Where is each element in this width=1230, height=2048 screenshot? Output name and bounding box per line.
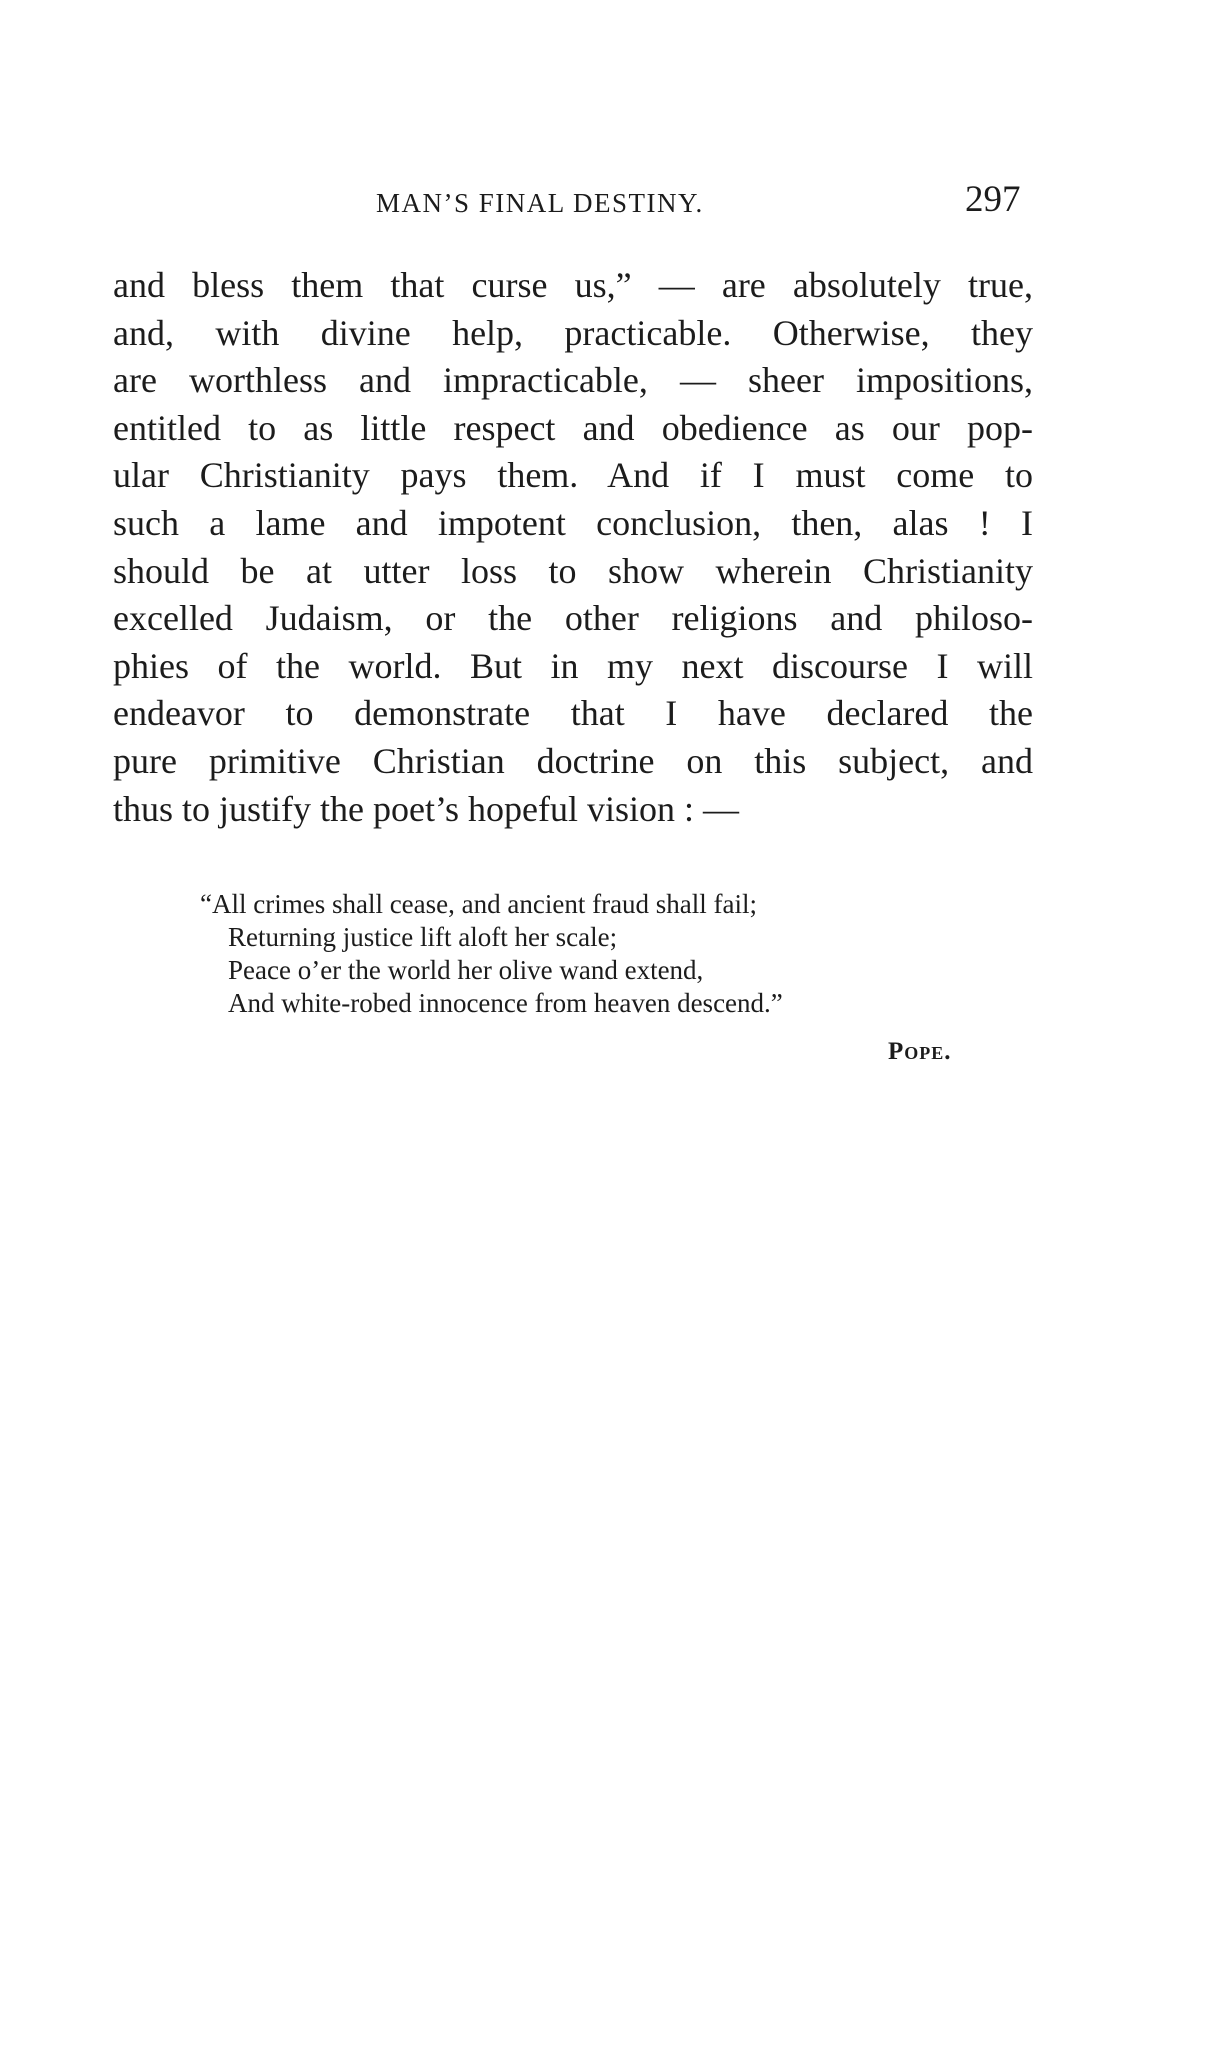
verse-line: Returning justice lift aloft her scale; <box>228 922 618 952</box>
body-line: excelled Judaism, or the other religions and philoso- <box>113 598 1033 639</box>
running-title: MAN’S FINAL DESTINY. <box>376 188 704 218</box>
verse-quotation <box>200 888 980 1020</box>
body-paragraph <box>113 262 1033 833</box>
running-head <box>0 178 1230 228</box>
verse-attribution: Pope. <box>888 1038 952 1065</box>
body-line: are worthless and impracticable, — sheer impositions, <box>113 360 1033 401</box>
body-line: should be at utter loss to show wherein Christianity <box>113 550 1033 591</box>
verse-line: And white-robed innocence from heaven descend.” <box>228 988 783 1018</box>
body-line: thus to justify the poet’s hopeful vision : — <box>113 788 739 829</box>
body-line: such a lame and impotent conclusion, then, alas ! I <box>113 502 1033 543</box>
verse-line: Peace o’er the world her olive wand extend, <box>228 955 704 985</box>
body-line: endeavor to demonstrate that I have declared the <box>113 693 1033 734</box>
body-line: ular Christianity pays them. And if I must come to <box>113 455 1033 496</box>
body-line: and, with divine help, practicable. Otherwise, they <box>113 312 1033 353</box>
body-line: phies of the world. But in my next discourse I will <box>113 645 1033 686</box>
body-line: pure primitive Christian doctrine on this subject, and <box>113 740 1033 781</box>
body-line: entitled to as little respect and obedience as our pop- <box>113 407 1033 448</box>
page-number: 297 <box>965 179 1021 220</box>
verse-line: “All crimes shall cease, and ancient fraud shall fail; <box>200 889 758 919</box>
body-line: and bless them that curse us,” — are absolutely true, <box>113 265 1033 305</box>
